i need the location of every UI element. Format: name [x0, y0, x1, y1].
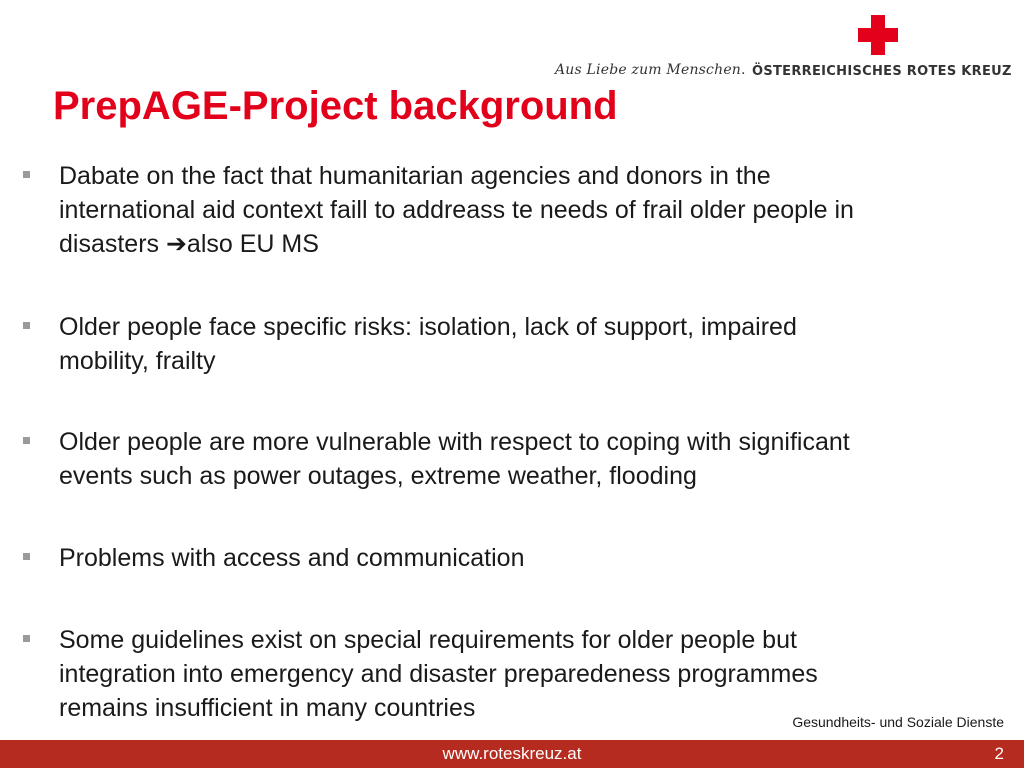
red-cross-icon [858, 15, 898, 55]
bullet-text: Older people face specific risks: isolation, lack of support, impaired mobility, frailty [59, 313, 797, 375]
square-bullet-icon [23, 322, 30, 329]
square-bullet-icon [23, 171, 30, 178]
footer-bar [0, 740, 1024, 768]
department-label: Gesundheits- und Soziale Dienste [792, 714, 1004, 730]
bullet-text: Older people are more vulnerable with respect to coping with significant events such as power outages, extreme weather, flooding [59, 428, 850, 490]
square-bullet-icon [23, 553, 30, 560]
page-number: 2 [994, 744, 1004, 763]
bullet-text: Dabate on the fact that humanitarian agencies and donors in the international aid context faill to addreass te needs of frail older people in disasters ➔also EU MS [59, 162, 854, 258]
footer-url[interactable]: www.roteskreuz.at [442, 744, 582, 763]
slide-title: PrepAGE-Project background [53, 84, 618, 128]
bullet-text: Problems with access and communication [59, 544, 525, 572]
organization-name: ÖSTERREICHISCHES ROTES KREUZ [752, 64, 1012, 79]
tagline: Aus Liebe zum Menschen. [555, 62, 746, 78]
square-bullet-icon [23, 437, 30, 444]
bullet-text: Some guidelines exist on special requirements for older people but integration into emergency and disaster preparedeness programmes remains insufficient in many countries [59, 626, 818, 722]
square-bullet-icon [23, 635, 30, 642]
